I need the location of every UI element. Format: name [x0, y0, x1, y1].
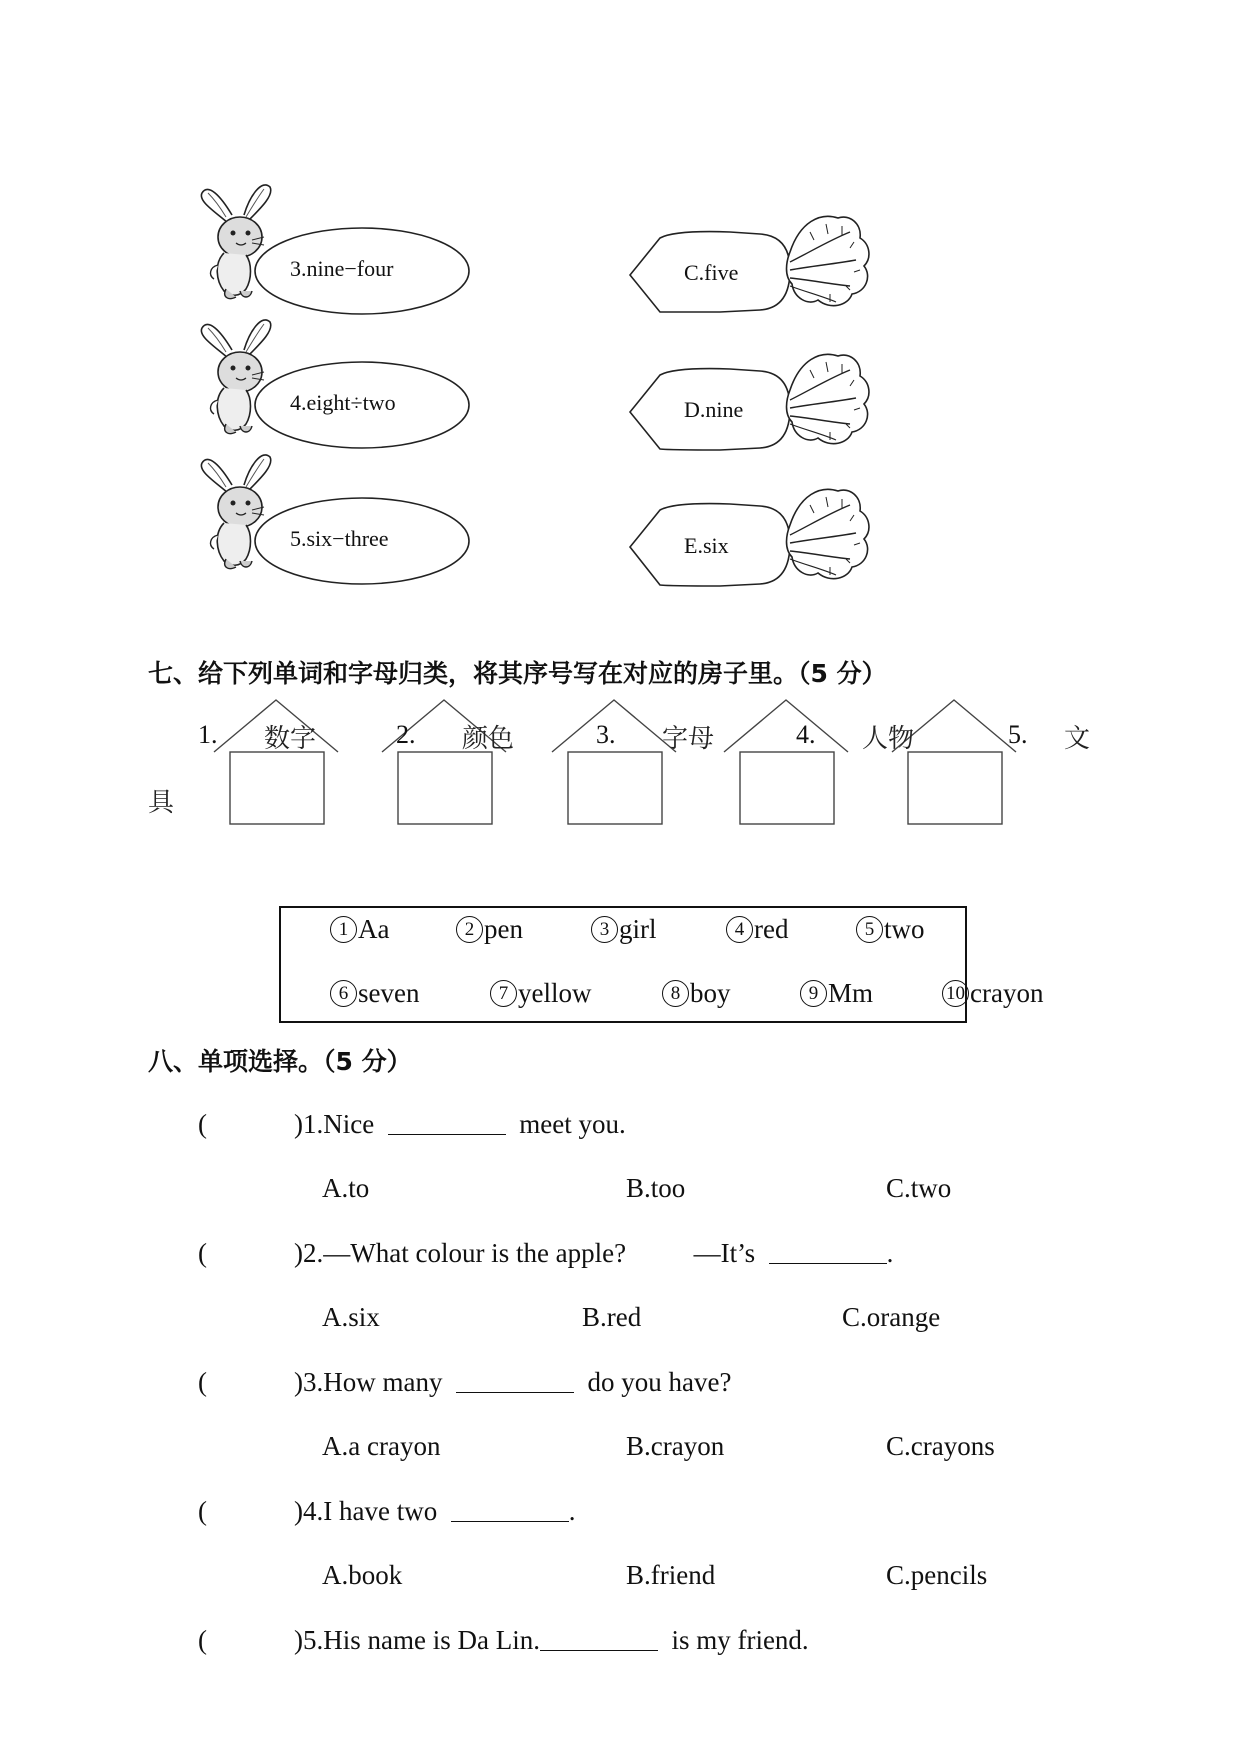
- house-icon: [552, 700, 676, 824]
- left-expression: 4.eight÷two: [290, 390, 396, 415]
- option[interactable]: A.a crayon: [322, 1431, 441, 1461]
- option[interactable]: B.red: [582, 1302, 642, 1332]
- answer-blank[interactable]: [540, 1628, 658, 1651]
- left-expression: 5.six−three: [290, 526, 389, 551]
- house-category: 文: [1064, 724, 1091, 754]
- house-category: 字母: [662, 724, 715, 754]
- matching-illustration: [0, 0, 1241, 620]
- radish-leaves-icon: [787, 489, 869, 578]
- question: )2.—What colour is the apple? —It’s .: [294, 1238, 894, 1268]
- word-item: 4 red: [726, 914, 788, 945]
- option[interactable]: B.too: [626, 1173, 686, 1203]
- house-number: 5.: [1008, 720, 1028, 749]
- option[interactable]: A.to: [322, 1173, 370, 1203]
- word-item: 6 seven: [330, 978, 419, 1009]
- answer-blank[interactable]: [388, 1112, 506, 1135]
- house-number: 1.: [198, 720, 218, 749]
- word-item: 1 Aa: [330, 914, 389, 945]
- answer-paren: (: [198, 1367, 207, 1397]
- section-heading: 七、给下列单词和字母归类，将其序号写在对应的房子里。（5 分）: [148, 659, 887, 688]
- house-category-wrap: 具: [148, 788, 175, 818]
- option[interactable]: A.six: [322, 1302, 380, 1332]
- house-number: 4.: [796, 720, 816, 749]
- answer-blank[interactable]: [456, 1370, 574, 1393]
- option[interactable]: C.pencils: [886, 1560, 988, 1590]
- houses-illustration: [0, 690, 1241, 840]
- house-number: 3.: [596, 720, 616, 749]
- word-item: 5 two: [856, 914, 925, 945]
- option[interactable]: B.crayon: [626, 1431, 725, 1461]
- answer-blank[interactable]: [451, 1499, 569, 1522]
- word-item: 2 pen: [456, 914, 523, 945]
- question: )5.His name is Da Lin. is my friend.: [294, 1625, 809, 1655]
- radish-leaves-icon: [787, 354, 869, 443]
- house-icon: [724, 700, 848, 824]
- house-number: 2.: [396, 720, 416, 749]
- answer-blank[interactable]: [769, 1241, 887, 1264]
- option[interactable]: C.two: [886, 1173, 952, 1203]
- answer-paren: (: [198, 1238, 207, 1268]
- word-item: 7 yellow: [490, 978, 592, 1009]
- option[interactable]: B.friend: [626, 1560, 716, 1590]
- option[interactable]: C.orange: [842, 1302, 941, 1332]
- question: )4.I have two .: [294, 1496, 576, 1526]
- right-answer: D.nine: [684, 397, 744, 422]
- right-answer: C.five: [684, 260, 739, 285]
- answer-paren: (: [198, 1496, 207, 1526]
- option[interactable]: C.crayons: [886, 1431, 995, 1461]
- house-category: 颜色: [462, 724, 515, 754]
- radish-leaves-icon: [787, 216, 869, 305]
- word-item: 8 boy: [662, 978, 731, 1009]
- section-heading: 八、单项选择。（5 分）: [148, 1047, 412, 1076]
- house-category: 数字: [264, 724, 317, 754]
- word-item: 9 Mm: [800, 978, 873, 1009]
- option[interactable]: A.book: [322, 1560, 403, 1590]
- word-item: 3 girl: [591, 914, 657, 945]
- answer-paren: (: [198, 1625, 207, 1655]
- answer-paren: (: [198, 1109, 207, 1139]
- question: )3.How many do you have?: [294, 1367, 732, 1397]
- right-answer: E.six: [684, 533, 729, 558]
- left-expression: 3.nine−four: [290, 256, 394, 281]
- word-item: 10 crayon: [942, 978, 1043, 1009]
- house-category: 人物: [862, 724, 915, 754]
- question: )1.Nice meet you.: [294, 1109, 626, 1139]
